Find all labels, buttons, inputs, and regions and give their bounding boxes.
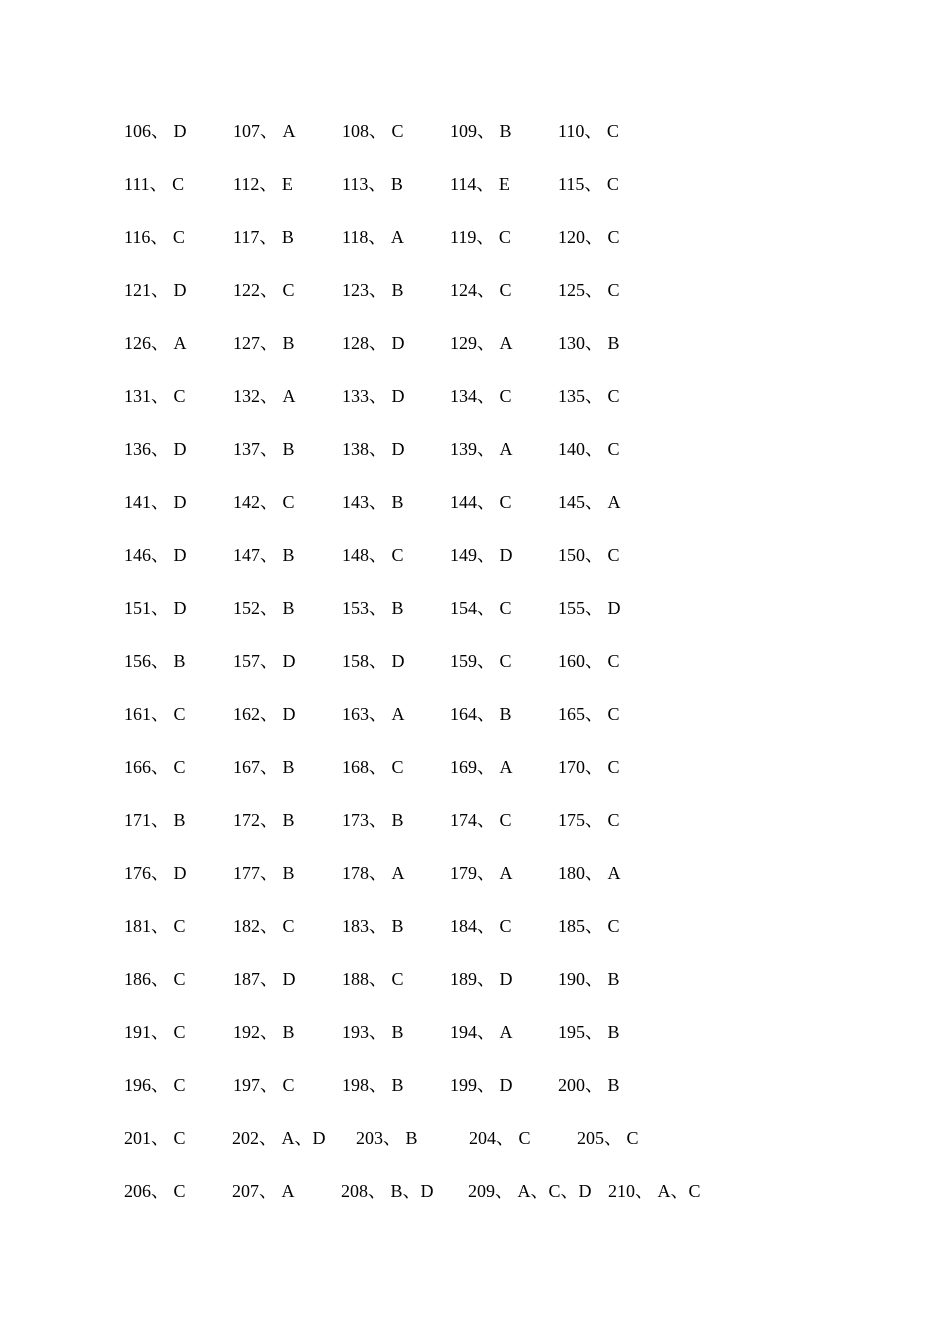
answer-entry: 174、 C [450,810,512,830]
answer-entry: 150、 C [558,545,620,565]
answer-entry: 156、 B [124,651,186,671]
answer-entry: 148、 C [342,545,404,565]
answer-entry: 137、 B [233,439,295,459]
answer-entry: 144、 C [450,492,512,512]
answer-entry: 200、 B [558,1075,620,1095]
answer-entry: 113、 B [342,174,403,194]
answer-entry: 186、 C [124,969,186,989]
answer-entry: 134、 C [450,386,512,406]
answer-entry: 169、 A [450,757,513,777]
answer-entry: 193、 B [342,1022,404,1042]
answer-entry: 124、 C [450,280,512,300]
answer-entry: 179、 A [450,863,513,883]
answer-entry: 154、 C [450,598,512,618]
answer-entry: 182、 C [233,916,295,936]
answer-entry: 197、 C [233,1075,295,1095]
answer-entry: 107、 A [233,121,296,141]
answer-row [0,858,950,888]
answer-entry: 162、 D [233,704,296,724]
answer-entry: 136、 D [124,439,187,459]
answer-entry: 180、 A [558,863,621,883]
answer-entry: 114、 E [450,174,510,194]
answer-entry: 191、 C [124,1022,186,1042]
answer-entry: 184、 C [450,916,512,936]
answer-entry: 187、 D [233,969,296,989]
answer-entry: 153、 B [342,598,404,618]
answer-entry: 208、 B、D [341,1181,434,1201]
answer-entry: 176、 D [124,863,187,883]
answer-entry: 111、 C [124,174,185,194]
answer-row [0,381,950,411]
answer-entry: 130、 B [558,333,620,353]
answer-row [0,1176,950,1206]
answer-entry: 161、 C [124,704,186,724]
answer-row [0,964,950,994]
answer-entry: 118、 A [342,227,404,247]
answer-entry: 146、 D [124,545,187,565]
answer-entry: 132、 A [233,386,296,406]
answer-entry: 145、 A [558,492,621,512]
answer-entry: 195、 B [558,1022,620,1042]
answer-entry: 123、 B [342,280,404,300]
answer-row [0,487,950,517]
answer-entry: 203、 B [356,1128,418,1148]
answer-entry: 194、 A [450,1022,513,1042]
answer-entry: 175、 C [558,810,620,830]
answer-entry: 151、 D [124,598,187,618]
answer-row [0,275,950,305]
answer-entry: 166、 C [124,757,186,777]
answer-entry: 115、 C [558,174,619,194]
answer-entry: 141、 D [124,492,187,512]
answer-row [0,593,950,623]
answer-entry: 157、 D [233,651,296,671]
answer-entry: 129、 A [450,333,513,353]
answer-entry: 139、 A [450,439,513,459]
answer-entry: 210、 A、C [608,1181,701,1201]
answer-row [0,328,950,358]
answer-entry: 165、 C [558,704,620,724]
answer-row [0,805,950,835]
answer-entry: 109、 B [450,121,512,141]
answer-entry: 131、 C [124,386,186,406]
answer-entry: 198、 B [342,1075,404,1095]
answer-entry: 188、 C [342,969,404,989]
answer-row [0,540,950,570]
answer-entry: 164、 B [450,704,512,724]
answer-entry: 121、 D [124,280,187,300]
answer-entry: 120、 C [558,227,620,247]
answer-entry: 168、 C [342,757,404,777]
answer-entry: 133、 D [342,386,405,406]
answer-entry: 159、 C [450,651,512,671]
answer-entry: 181、 C [124,916,186,936]
answer-entry: 183、 B [342,916,404,936]
answer-row [0,752,950,782]
answer-entry: 206、 C [124,1181,186,1201]
answer-row [0,699,950,729]
answer-entry: 177、 B [233,863,295,883]
answer-row [0,646,950,676]
answer-entry: 116、 C [124,227,185,247]
answer-entry: 192、 B [233,1022,295,1042]
answer-entry: 119、 C [450,227,511,247]
answer-entry: 128、 D [342,333,405,353]
answer-entry: 127、 B [233,333,295,353]
answer-row [0,911,950,941]
answer-entry: 143、 B [342,492,404,512]
answer-entry: 122、 C [233,280,295,300]
answer-entry: 189、 D [450,969,513,989]
answer-entry: 140、 C [558,439,620,459]
answer-row [0,116,950,146]
answer-entry: 117、 B [233,227,294,247]
answer-entry: 138、 D [342,439,405,459]
answer-entry: 170、 C [558,757,620,777]
answer-entry: 190、 B [558,969,620,989]
answer-entry: 112、 E [233,174,293,194]
answer-entry: 196、 C [124,1075,186,1095]
answer-row [0,169,950,199]
answer-entry: 178、 A [342,863,405,883]
answer-entry: 207、 A [232,1181,295,1201]
answer-entry: 171、 B [124,810,186,830]
answer-entry: 167、 B [233,757,295,777]
answer-entry: 110、 C [558,121,619,141]
answer-entry: 147、 B [233,545,295,565]
answer-entry: 205、 C [577,1128,639,1148]
answer-entry: 160、 C [558,651,620,671]
answer-entry: 152、 B [233,598,295,618]
answer-entry: 163、 A [342,704,405,724]
answer-entry: 158、 D [342,651,405,671]
answer-entry: 108、 C [342,121,404,141]
answer-entry: 185、 C [558,916,620,936]
answer-entry: 125、 C [558,280,620,300]
answer-entry: 173、 B [342,810,404,830]
answer-entry: 142、 C [233,492,295,512]
answer-entry: 106、 D [124,121,187,141]
answer-entry: 135、 C [558,386,620,406]
answer-row [0,1070,950,1100]
answer-entry: 149、 D [450,545,513,565]
answer-entry: 202、 A、D [232,1128,326,1148]
answer-entry: 172、 B [233,810,295,830]
answer-entry: 199、 D [450,1075,513,1095]
answer-row [0,222,950,252]
answer-row [0,434,950,464]
answer-entry: 155、 D [558,598,621,618]
answer-entry: 126、 A [124,333,187,353]
answer-entry: 209、 A、C、D [468,1181,592,1201]
answer-row [0,1017,950,1047]
answer-entry: 204、 C [469,1128,531,1148]
answer-entry: 201、 C [124,1128,186,1148]
answer-row [0,1123,950,1153]
